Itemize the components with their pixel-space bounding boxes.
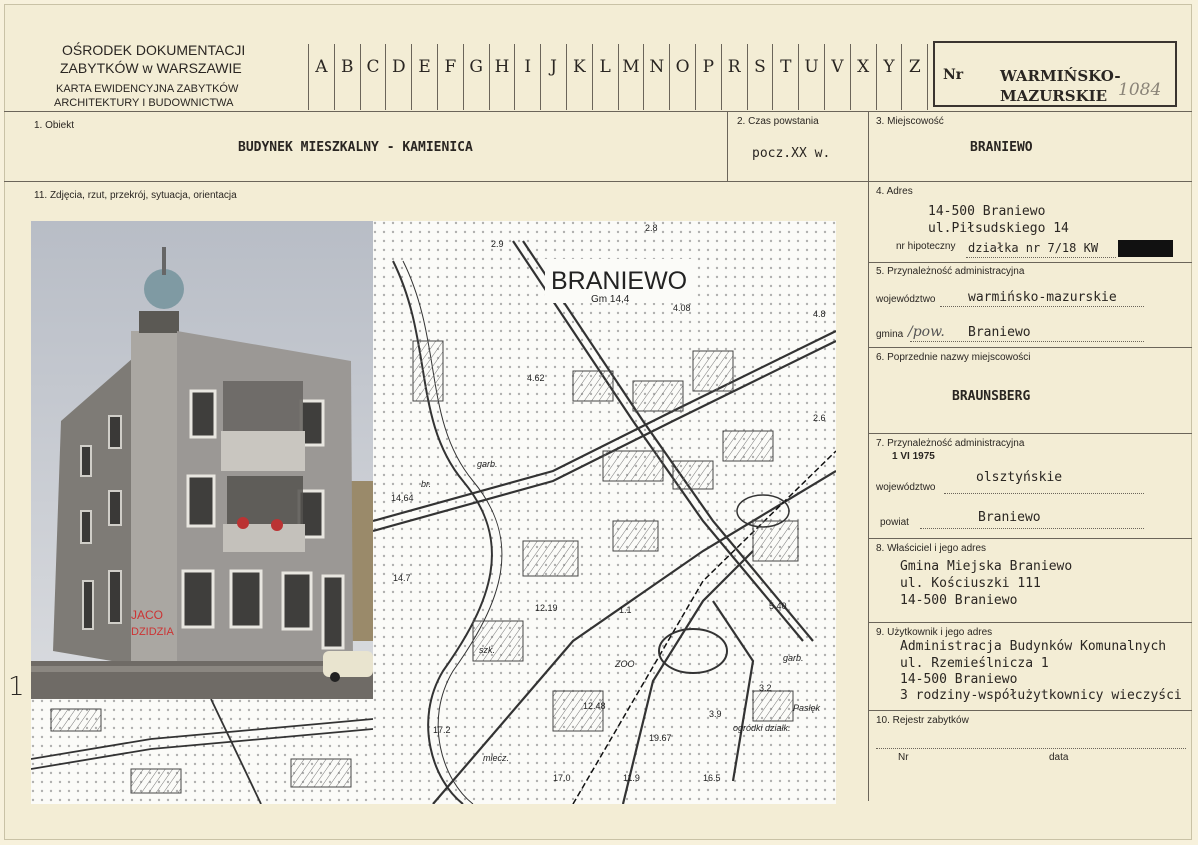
map-label: 3.9 (709, 709, 722, 719)
letter-index-cell: G (463, 44, 489, 110)
map-label: br. (421, 479, 432, 489)
map-label: mlecz. (483, 753, 510, 763)
org-name-line1: OŚRODEK DOKUMENTACJI (62, 42, 246, 58)
card-type-line2: ARCHITEKTURY I BUDOWNICTWA (54, 97, 234, 109)
map-label: 4.8 (813, 309, 826, 319)
obiekt-label: 1. Obiekt (34, 120, 75, 131)
letter-index-cell: Y (876, 44, 902, 110)
row5-divider (868, 347, 1192, 348)
map-label: 17.0 (553, 773, 571, 783)
hipoteczny-dots (966, 257, 1116, 258)
map-label: 2.9 (491, 239, 504, 249)
wlasciciel-label: 8. Właściciel i jego adres (876, 543, 987, 554)
wojewodztwo75-label: województwo (876, 482, 936, 493)
redacted-kw-number (1118, 240, 1173, 257)
card-type-line1: KARTA EWIDENCYJNA ZABYTKÓW (56, 83, 239, 95)
letter-index-cell: U (798, 44, 824, 110)
powiat-label: powiat (880, 517, 909, 528)
map-drawing (373, 221, 836, 804)
map-label: 11.9 (623, 773, 640, 783)
powiat-value: Braniewo (978, 510, 1041, 525)
map-label: 12.48 (583, 701, 606, 711)
map-label: 4.08 (673, 303, 691, 313)
uzytkownik-line4: 3 rodziny-współużytkownicy wieczyści (900, 688, 1182, 703)
map-label: ZOO (615, 659, 635, 669)
letter-index-cell: I (514, 44, 540, 110)
graffiti-text-2: DZIDZIA (131, 626, 174, 638)
wlasciciel-line2: ul. Kościuszki 111 (900, 576, 1041, 591)
uzytkownik-line1: Administracja Budynków Komunalnych (900, 639, 1167, 654)
building-photo (31, 221, 373, 699)
wlasciciel-line3: 14-500 Braniewo (900, 593, 1018, 608)
map-label: 19.67 (649, 733, 672, 743)
map-label: ogródki działk. (733, 723, 791, 733)
row9-divider (868, 710, 1192, 711)
map-label: 5.40 (769, 601, 787, 611)
wojewodztwo75-dots (944, 493, 1144, 494)
letter-index-cell: H (489, 44, 515, 110)
powiat-dots (920, 528, 1144, 529)
letter-index-cell: R (721, 44, 747, 110)
letter-index-cell: E (411, 44, 437, 110)
adres-line1: 14-500 Braniewo (928, 204, 1046, 219)
col-divider-obiekt (727, 111, 728, 181)
letter-index (308, 44, 928, 110)
hipoteczny-value: działka nr 7/18 KW (968, 241, 1099, 255)
letter-index-cell: L (592, 44, 618, 110)
letter-index-cell: V (824, 44, 850, 110)
rejestr-data-label: data (1049, 752, 1069, 763)
header-divider (4, 111, 1192, 112)
map-label: 17.2 (433, 725, 451, 735)
map-label: 12.19 (535, 603, 558, 613)
map-label: 16.5 (703, 773, 721, 783)
region-name-line2: MAZURSKIE (1000, 87, 1108, 105)
map-label: garb. (477, 459, 498, 469)
letter-index-cell: D (385, 44, 411, 110)
map-label: 1.1 (619, 605, 632, 615)
gmina-handwritten: /pow. (908, 324, 945, 340)
uzytkownik-line2: ul. Rzemieślnicza 1 (900, 656, 1049, 671)
przynaleznosc-label: 5. Przynależność administracyjna (876, 266, 1025, 277)
rejestr-label: 10. Rejestr zabytków (876, 715, 969, 726)
map-label: Pasłęk (793, 703, 821, 713)
row8-divider (868, 622, 1192, 623)
row7-divider (868, 538, 1192, 539)
letter-index-cell: O (669, 44, 695, 110)
graffiti-text-1: JACO (131, 608, 164, 622)
rejestr-nr-label: Nr (898, 752, 909, 763)
letter-index-cell: C (360, 44, 386, 110)
row4-divider (868, 262, 1192, 263)
obiekt-value: BUDYNEK MIESZKALNY - KAMIENICA (238, 140, 473, 155)
row1-divider (4, 181, 1192, 182)
letter-index-cell: M (618, 44, 644, 110)
czas-label: 2. Czas powstania (737, 116, 819, 127)
letter-index-cell: J (540, 44, 566, 110)
nr-label: Nr (943, 67, 964, 83)
przynaleznosc75-date: 1 VI 1975 (892, 451, 935, 462)
przynaleznosc75-label: 7. Przynależność administracyjna (876, 438, 1025, 449)
letter-index-cell: Z (901, 44, 928, 110)
letter-index-cell: P (695, 44, 721, 110)
map-label: 14.7 (393, 573, 411, 583)
margin-mark: 1 (8, 672, 25, 702)
location-map (373, 221, 836, 804)
location-map-lower (31, 699, 373, 804)
letter-index-cell: A (308, 44, 334, 110)
gmina-dots (910, 341, 1144, 342)
row6-divider (868, 433, 1192, 434)
map-label: 3.2 (759, 683, 772, 693)
map-label: 4.62 (527, 373, 545, 383)
map-title: BRANIEWO (551, 267, 688, 295)
letter-index-cell: S (747, 44, 773, 110)
letter-index-cell: X (850, 44, 876, 110)
uzytkownik-line3: 14-500 Braniewo (900, 672, 1018, 687)
rejestr-dots (876, 748, 1186, 749)
adres-label: 4. Adres (876, 186, 913, 197)
wojewodztwo-value: warmińsko-mazurskie (968, 290, 1117, 305)
miejscowosc-value: BRANIEWO (970, 140, 1033, 155)
region-name-line1: WARMIŃSKO- (1000, 67, 1121, 85)
letter-index-cell: T (772, 44, 798, 110)
uzytkownik-label: 9. Użytkownik i jego adres (876, 627, 993, 638)
wojewodztwo75-value: olsztyńskie (976, 470, 1063, 485)
gmina-label: gmina (876, 329, 904, 340)
map-label: 14.64 (391, 493, 414, 503)
map-subtitle: Gm 14,4 (591, 294, 630, 305)
wojewodztwo-label: województwo (876, 294, 936, 305)
letter-index-cell: K (566, 44, 592, 110)
map-label: garb. (783, 653, 804, 663)
map-label: 2.6 (813, 413, 826, 423)
miejscowosc-label: 3. Miejscowość (876, 116, 944, 127)
map-lower-drawing (31, 699, 373, 804)
adres-line2: ul.Piłsudskiego 14 (928, 221, 1069, 236)
poprzednie-label: 6. Poprzednie nazwy miejscowości (876, 352, 1031, 363)
zdjecia-label: 11. Zdjęcia, rzut, przekrój, sytuacja, orientacja (34, 190, 237, 201)
col-divider-czas (868, 111, 869, 801)
card-number-handwritten: 1084 (1118, 80, 1162, 100)
czas-value: pocz.XX w. (752, 146, 831, 161)
wlasciciel-line1: Gmina Miejska Braniewo (900, 559, 1073, 574)
letter-index-cell: B (334, 44, 360, 110)
hipoteczny-label: nr hipoteczny (896, 241, 956, 252)
wojewodztwo-dots (940, 306, 1144, 307)
map-label: 2.8 (645, 223, 658, 233)
letter-index-cell: N (643, 44, 669, 110)
poprzednie-value: BRAUNSBERG (952, 389, 1031, 404)
gmina-value: Braniewo (968, 325, 1031, 340)
map-label: szk. (479, 645, 496, 655)
building-photo-drawing (31, 221, 373, 699)
letter-index-cell: F (437, 44, 463, 110)
org-name-line2: ZABYTKÓW w WARSZAWIE (60, 60, 242, 76)
